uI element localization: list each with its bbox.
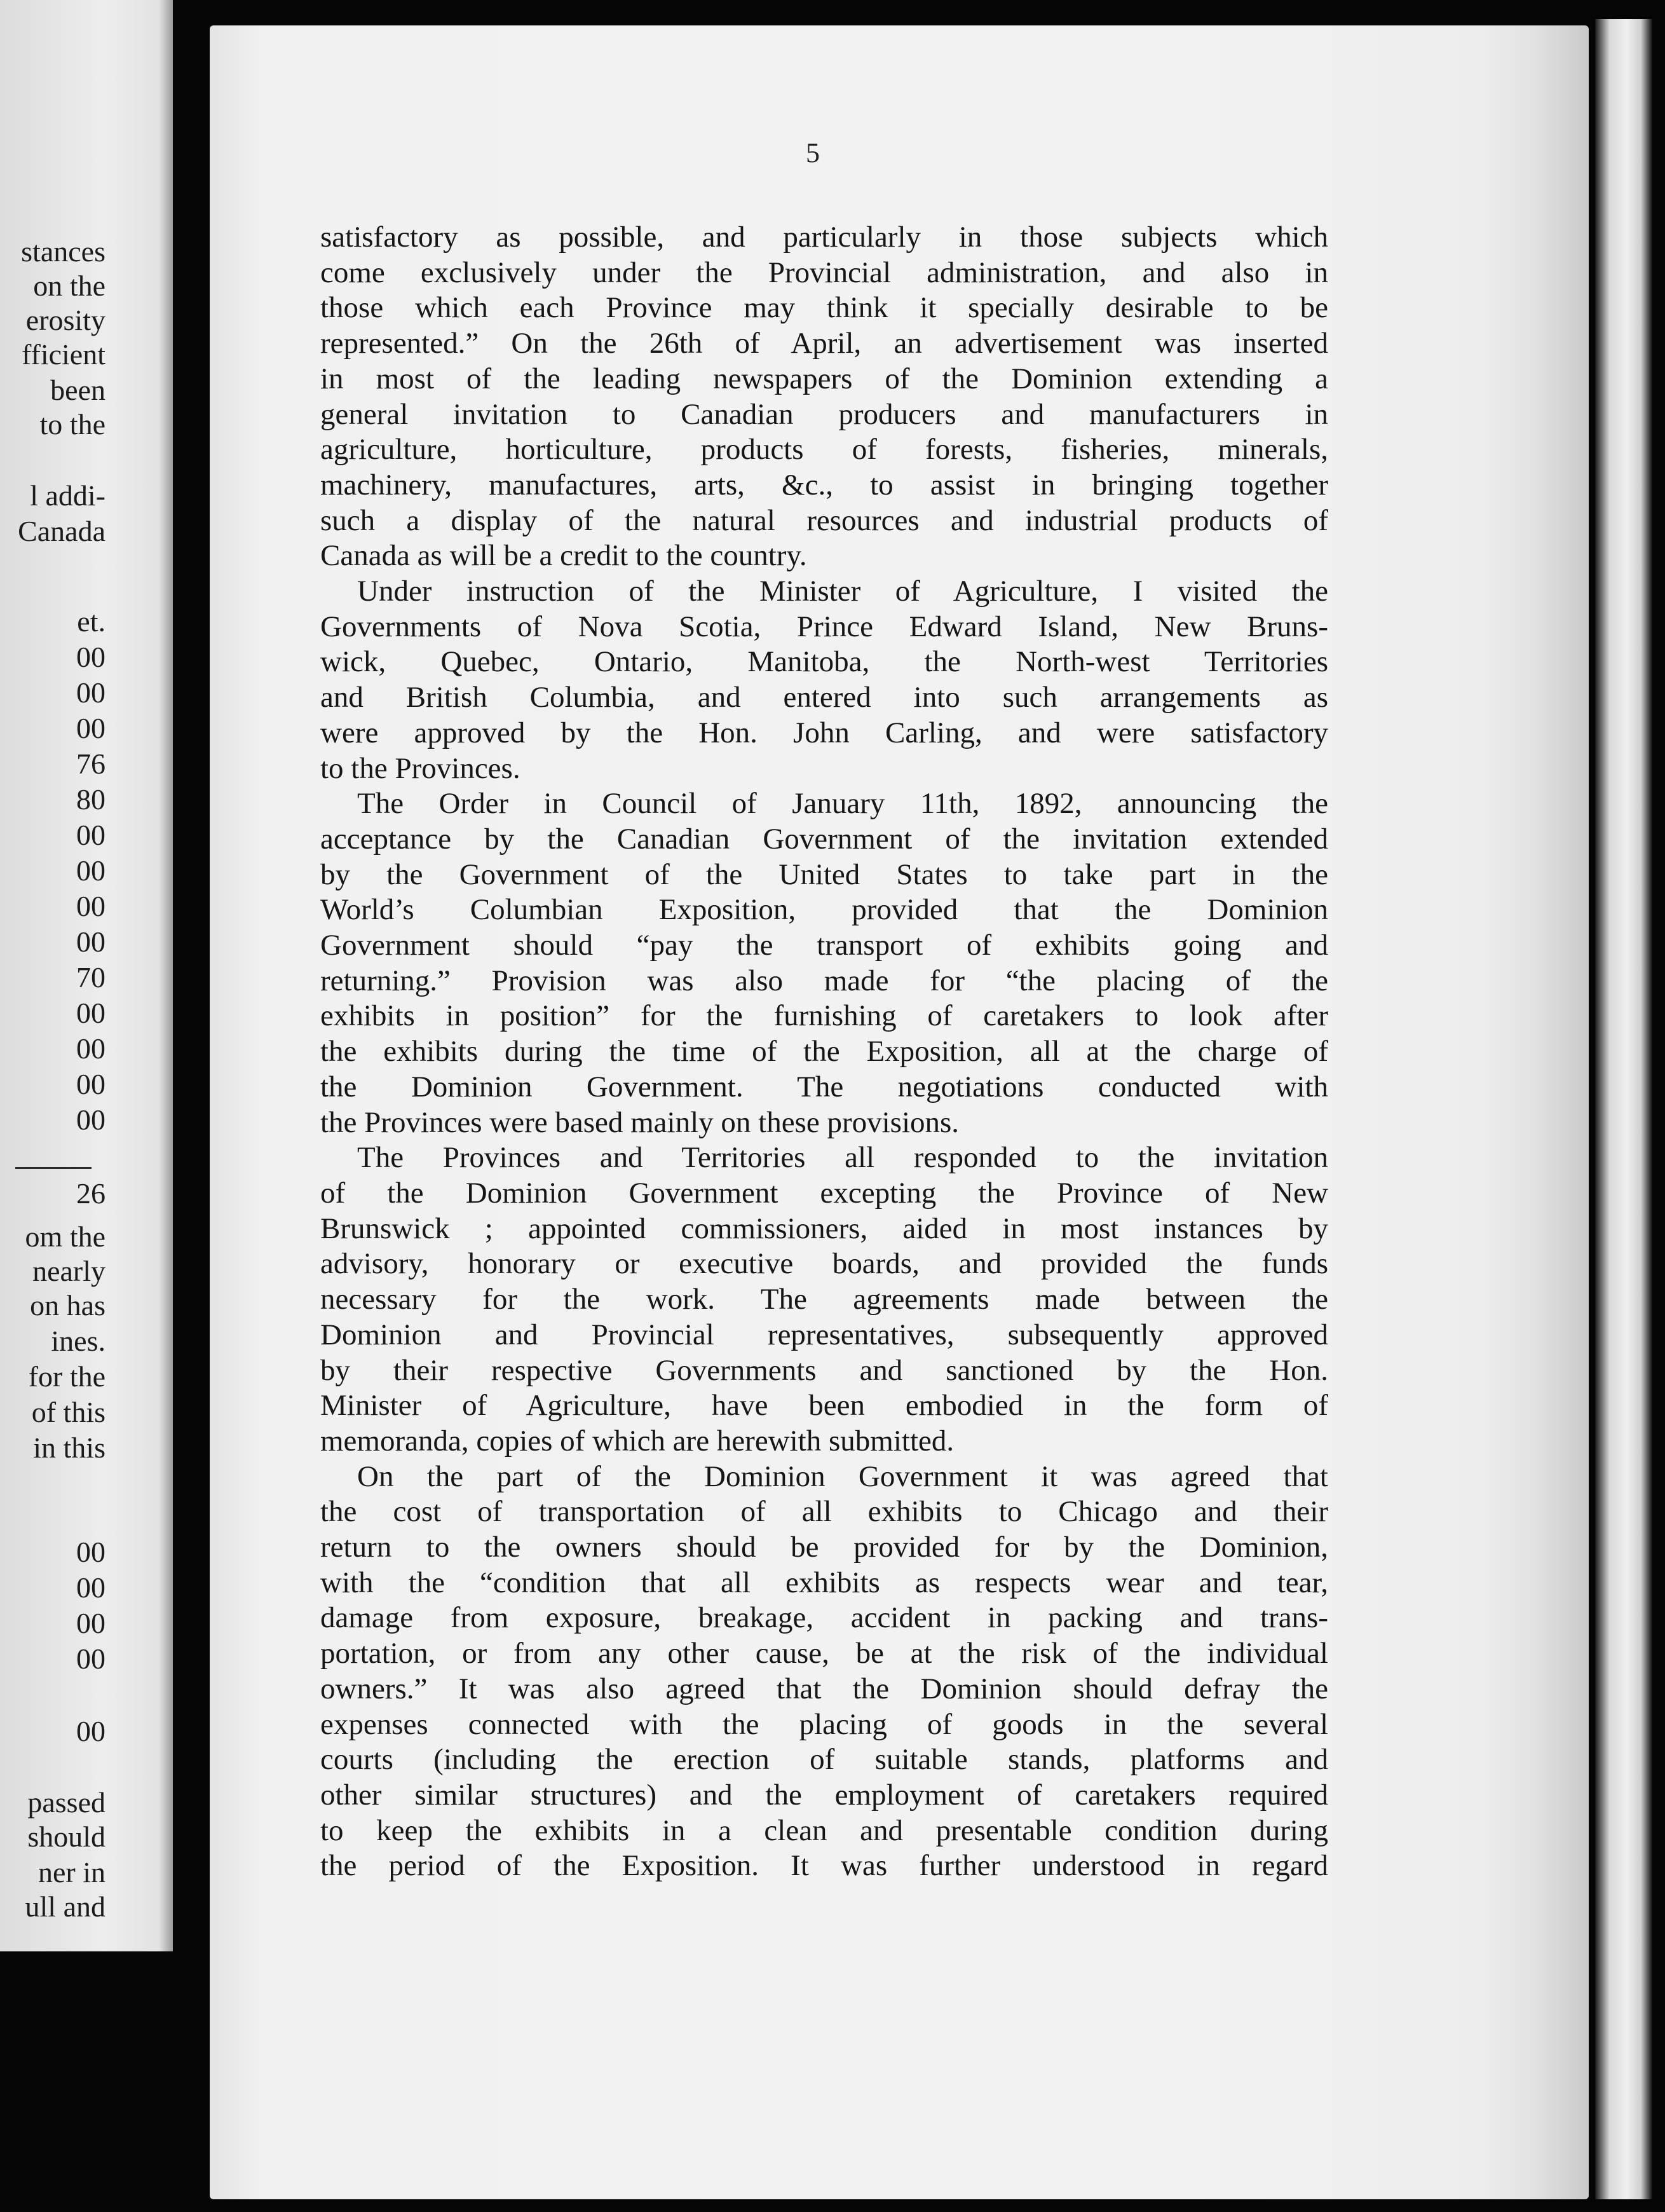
text-line: to keep the exhibits in a clean and presentable condition during	[320, 1813, 1328, 1847]
left-page-text-fragment: l addi-	[30, 479, 105, 512]
paragraph	[320, 574, 1328, 786]
left-page-text-fragment: 00	[76, 925, 105, 958]
text-line: Governments of Nova Scotia, Prince Edward Island, New Bruns-	[320, 610, 1328, 643]
text-line: come exclusively under the Provincial administration, and also in	[320, 256, 1328, 289]
paragraph	[320, 786, 1328, 1140]
left-page-text-fragment: om the	[25, 1220, 105, 1253]
text-line: the period of the Exposition. It was further understood in regard	[320, 1849, 1328, 1883]
text-line: owners.” It was also agreed that the Dominion should defray the	[320, 1672, 1328, 1705]
text-line: by their respective Governments and sanctioned by the Hon.	[320, 1353, 1328, 1387]
left-page-text-fragment: on has	[30, 1289, 105, 1321]
text-line: Under instruction of the Minister of Agriculture, I visited the	[357, 575, 1328, 608]
left-page-text-fragment: ner in	[37, 1856, 105, 1888]
left-page-text-fragment: passed	[27, 1786, 105, 1819]
left-page-text-fragment: been	[50, 374, 105, 406]
body-text	[320, 220, 1328, 1884]
left-page-text-fragment: 00	[76, 854, 105, 887]
text-line: return to the owners should be provided for by the Dominion,	[320, 1531, 1328, 1564]
left-page-text-fragment: 00	[76, 1715, 105, 1747]
left-page-text-fragment: ines.	[51, 1325, 105, 1357]
text-line: Dominion and Provincial representatives, subsequently approved	[320, 1318, 1328, 1351]
text-line: such a display of the natural resources and industrial products of	[320, 503, 1328, 537]
left-page-rule	[15, 1167, 92, 1169]
left-page-text-fragment: 00	[76, 890, 105, 922]
text-line: The Order in Council of January 11th, 1892, announcing the	[357, 787, 1328, 821]
left-page-text-fragment: 26	[76, 1177, 105, 1210]
text-line: portation, or from any other cause, be at the risk of the individual	[320, 1637, 1328, 1670]
page-edge	[1595, 19, 1652, 2199]
page-number: 5	[806, 137, 820, 168]
text-line: courts (including the erection of suitable stands, platforms and	[320, 1743, 1328, 1777]
left-page-text-fragment: et.	[77, 605, 105, 638]
left-page-text-fragment: on the	[33, 270, 105, 302]
text-line: Government should “pay the transport of exhibits going and	[320, 929, 1328, 962]
text-line: Canada as will be a credit to the country.	[320, 539, 807, 573]
text-line: in most of the leading newspapers of the Dominion extending a	[320, 362, 1328, 395]
text-line: Brunswick ; appointed commissioners, aided in most instances by	[320, 1212, 1328, 1245]
left-page-text-fragment: 00	[76, 676, 105, 709]
text-line: memoranda, copies of which are herewith submitted.	[320, 1424, 955, 1458]
text-line: World’s Columbian Exposition, provided that the Dominion	[320, 893, 1328, 927]
text-line: by the Government of the United States to take part in the	[320, 857, 1328, 891]
left-page-text-fragment: stances	[21, 235, 105, 268]
text-line: Minister of Agriculture, have been embodied in the form of	[320, 1389, 1328, 1423]
left-page-text-fragment: 00	[76, 997, 105, 1029]
text-line: expenses connected with the placing of goods in the several	[320, 1707, 1328, 1741]
left-page-text-fragment: 00	[76, 712, 105, 744]
left-page-text-fragment: in this	[33, 1431, 105, 1464]
left-page-text-fragment: nearly	[32, 1255, 105, 1287]
text-line: with the “condition that all exhibits as respects wear and tear,	[320, 1566, 1328, 1599]
left-page-text-fragment: 00	[76, 1571, 105, 1604]
text-line: the Provinces were based mainly on these provisions.	[320, 1105, 960, 1139]
text-line: The Provinces and Territories all responded to the invitation	[357, 1141, 1328, 1175]
text-line: to the Provinces.	[320, 751, 520, 785]
text-line: of the Dominion Government excepting the Province of New	[320, 1176, 1328, 1210]
left-page-text-fragment: should	[27, 1820, 105, 1853]
text-line: general invitation to Canadian producers and manufacturers in	[320, 397, 1328, 431]
paragraph	[320, 1140, 1328, 1459]
left-page-text-fragment: 80	[76, 783, 105, 816]
text-line: the Dominion Government. The negotiations conducted with	[320, 1070, 1328, 1103]
text-line: advisory, honorary or executive boards, and provided the funds	[320, 1247, 1328, 1281]
left-page-text-fragment: Canada	[18, 515, 105, 547]
text-line: returning.” Provision was also made for “the placing of the	[320, 964, 1328, 997]
left-page-text-fragment: for the	[28, 1360, 105, 1393]
text-line: satisfactory as possible, and particularly in those subjects which	[320, 221, 1328, 254]
left-page-fragment	[0, 0, 173, 1951]
paragraph	[320, 1459, 1328, 1884]
left-page-text-fragment: 00	[76, 1642, 105, 1675]
left-page-text-fragment: 00	[76, 819, 105, 851]
left-page-text-fragment: 00	[76, 1103, 105, 1136]
left-page-text-fragment: 00	[76, 1536, 105, 1568]
text-line: the cost of transportation of all exhibits to Chicago and their	[320, 1495, 1328, 1529]
text-line: and British Columbia, and entered into such arrangements as	[320, 681, 1328, 714]
left-page-text-fragment: 70	[76, 961, 105, 993]
left-page-text-fragment: 00	[76, 1607, 105, 1639]
left-page-text-fragment: 00	[76, 641, 105, 673]
text-line: those which each Province may think it specially desirable to be	[320, 291, 1328, 325]
left-page-text-fragment: 76	[76, 748, 105, 780]
left-page-text-fragment: 00	[76, 1068, 105, 1100]
left-page-text-fragment: to the	[39, 408, 105, 440]
text-line: acceptance by the Canadian Government of the invitation extended	[320, 822, 1328, 856]
text-line: necessary for the work. The agreements made between the	[320, 1283, 1328, 1316]
paragraph	[320, 220, 1328, 574]
left-page-text-fragment: ull and	[25, 1890, 105, 1923]
text-line: On the part of the Dominion Government it was agreed that	[357, 1459, 1328, 1493]
left-page-text-fragment: of this	[31, 1396, 105, 1428]
text-line: agriculture, horticulture, products of forests, fisheries, minerals,	[320, 433, 1328, 467]
text-line: damage from exposure, breakage, accident in packing and trans-	[320, 1601, 1328, 1635]
text-line: wick, Quebec, Ontario, Manitoba, the North-west Territories	[320, 645, 1328, 679]
left-page-text-fragment: 00	[76, 1032, 105, 1065]
text-line: exhibits in position” for the furnishing of caretakers to look after	[320, 999, 1328, 1033]
text-line: were approved by the Hon. John Carling, and were satisfactory	[320, 716, 1328, 749]
text-line: represented.” On the 26th of April, an advertisement was inserted	[320, 327, 1328, 360]
text-line: machinery, manufactures, arts, &c., to assist in bringing together	[320, 468, 1328, 502]
text-line: the exhibits during the time of the Exposition, all at the charge of	[320, 1035, 1328, 1068]
left-page-text-fragment: erosity	[25, 304, 105, 336]
left-page-text-fragment: fficient	[22, 338, 105, 371]
text-line: other similar structures) and the employment of caretakers required	[320, 1778, 1328, 1812]
